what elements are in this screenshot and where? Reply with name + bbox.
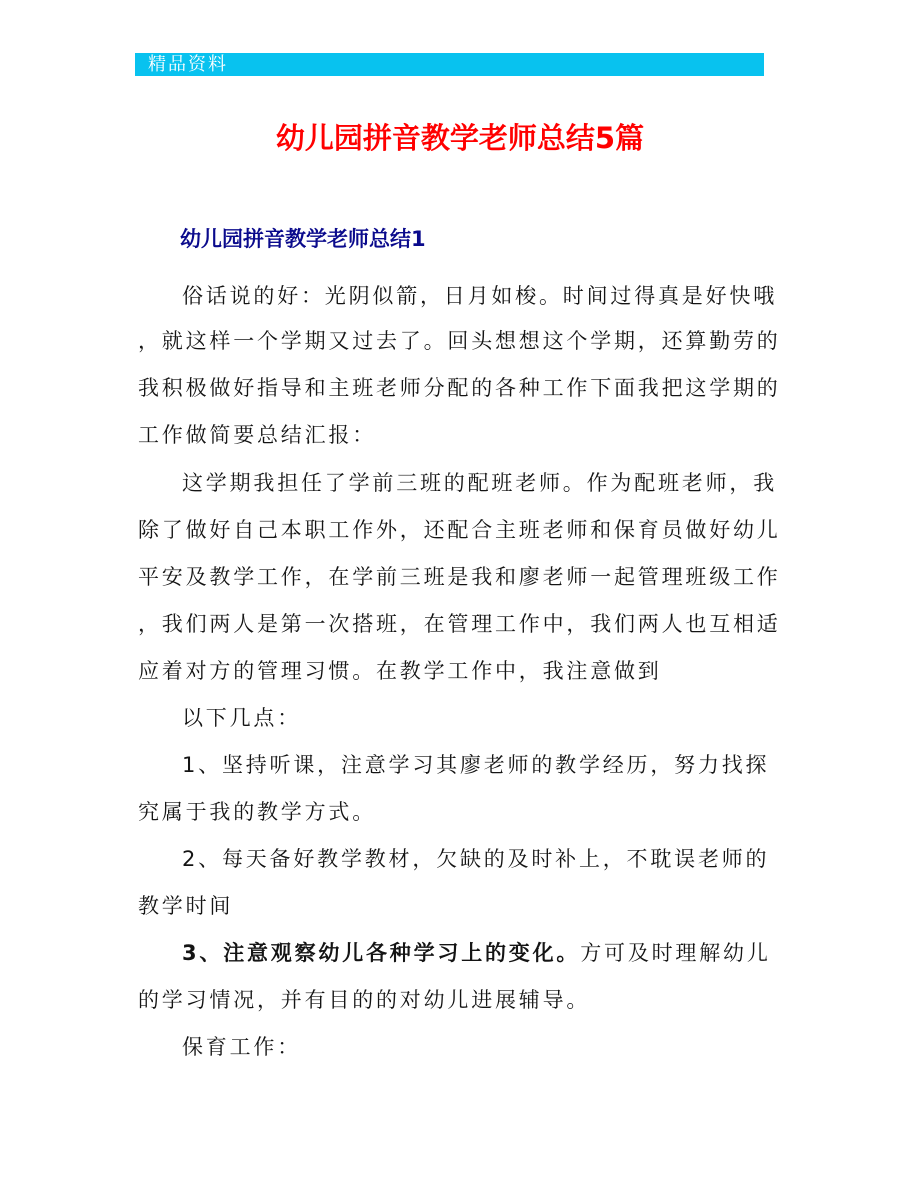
bold-lead-text: 3、注意观察幼儿各种学习上的变化。 [182,941,581,965]
paragraph-line: 这学期我担任了学前三班的配班老师。作为配班老师，我 [182,471,777,495]
paragraph-line: 平安及教学工作，在学前三班是我和廖老师一起管理班级工作 [138,565,781,589]
section-heading: 幼儿园拼音教学老师总结1 [180,227,426,251]
paragraph-line: 工作做简要总结汇报： [138,423,376,447]
paragraph-line: 俗话说的好：光阴似箭，日月如梭。时间过得真是好快哦 [182,284,777,308]
document-title: 幼儿园拼音教学老师总结5篇 [275,121,645,155]
paragraph-line: 2、每天备好教学教材，欠缺的及时补上，不耽误老师的 [182,847,770,871]
paragraph-text: 方可及时理解幼儿 [580,941,771,965]
paragraph-line: 保育工作： [182,1035,301,1059]
paragraph-line: 1、坚持听课，注意学习其廖老师的教学经历，努力找探 [182,753,770,777]
paragraph-line: ，就这样一个学期又过去了。回头想想这个学期，还算勤劳的 [138,329,781,353]
paragraph-line: 究属于我的教学方式。 [138,800,376,824]
paragraph-line: 的学习情况，并有目的的对幼儿进展辅导。 [138,988,591,1012]
header-banner [135,53,764,76]
paragraph-line: 以下几点： [182,706,301,730]
paragraph-line: 应着对方的管理习惯。在教学工作中，我注意做到 [138,659,662,683]
banner-label: 精品资料 [148,54,228,75]
paragraph-line: 除了做好自己本职工作外，还配合主班老师和保育员做好幼儿 [138,518,781,542]
paragraph-line: 我积极做好指导和主班老师分配的各种工作下面我把这学期的 [138,376,781,400]
paragraph-line: ，我们两人是第一次搭班，在管理工作中，我们两人也互相适 [138,612,781,636]
paragraph-line: 教学时间 [138,894,234,918]
paragraph-line [182,938,771,968]
